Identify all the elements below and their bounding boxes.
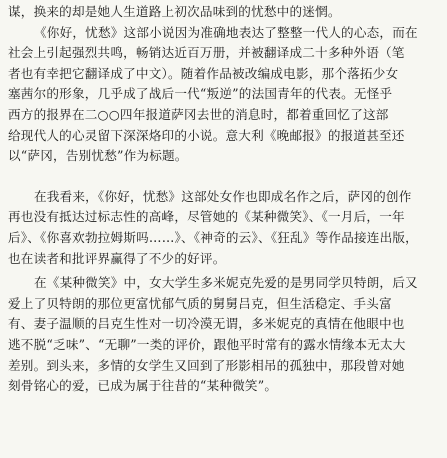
text-line: 后》、《你喜欢勃拉姆斯吗……》、《神奇的云》、《狂乱》等作品接连出版， [8, 229, 418, 245]
text-line: 社会上引起强烈共鸣，畅销达近百万册，并被翻译成二十多种外语（笔 [8, 45, 405, 61]
text-line: 在我看来，《你好，忧愁》这部处女作也即成名作之后，萨冈的创作 [34, 188, 412, 204]
text-line: 者也有幸把它翻译成了中文）。随着作品被改编成电影，那个落拓少女 [8, 65, 399, 81]
text-line: 西方的报界在二○○四年报道萨冈去世的消息时，都着重回忆了这部 [8, 106, 389, 122]
text-line: 再也没有抵达过标志性的高峰，尽管她的《某种微笑》、《一月后，一年 [8, 209, 405, 225]
text-line: 给现代人的心灵留下深深烙印的小说。意大利《晚邮报》的报道甚至还 [8, 127, 405, 143]
paragraph-gap [8, 167, 441, 187]
text-line: 有、妻子温顺的吕克生性对一切冷漠无谓，多米妮克的真情在他眼中也 [8, 316, 405, 332]
text-line: 以“萨冈，告别忧愁”作为标题。 [8, 148, 188, 164]
text-line: 刻骨铭心的爱，已成为属于往昔的“某种微笑”。 [8, 378, 278, 394]
text-line: 也在读者和批评界赢得了不少的好评。 [8, 250, 226, 266]
text-line: 谋，换来的却是她人生道路上初次品味到的忧愁中的迷惘。 [8, 4, 341, 19]
text-line: 《你好，忧愁》这部小说因为准确地表达了整整一代人的心态，而在 [34, 24, 418, 40]
text-line: 在《某种微笑》中，女大学生多米妮克先爱的是男同学贝特朗，后又 [34, 275, 418, 291]
text-line: 塞茜尔的形象，几乎成了战后一代“叛逆”的法国青年的代表。无怪乎 [8, 86, 393, 102]
paragraph-4 [8, 273, 441, 397]
paragraph-2 [8, 23, 441, 167]
text-line: 逃不脱“乏味”、“无聊”一类的评价，跟他平时常有的露水情缘本无太大 [8, 336, 406, 352]
paragraph-3 [8, 187, 441, 269]
paragraph-1 [8, 2, 441, 23]
text-line: 爱上了贝特朗的那位更富忧郁气质的舅舅吕克，但生活稳定、手头富 [8, 295, 392, 311]
text-line: 差别。到头来，多情的女学生又回到了形影相吊的孤独中，那段曾对她 [8, 357, 405, 373]
